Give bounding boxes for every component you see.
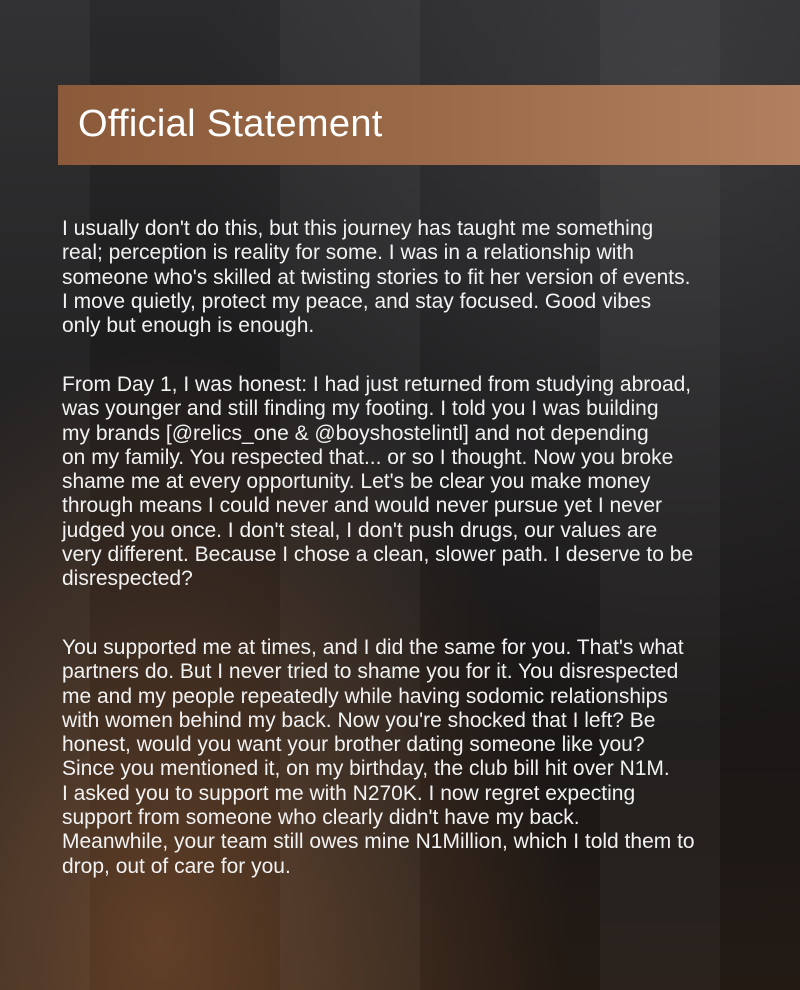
statement-line: I move quietly, protect my peace, and stay focused. Good vibes bbox=[62, 289, 652, 313]
statement-line: on my family. You respected that... or so I thought. Now you broke bbox=[62, 445, 674, 469]
statement-line: shame me at every opportunity. Let's be clear you make money bbox=[62, 470, 651, 494]
statement-line: I usually don't do this, but this journey has taught me something bbox=[62, 217, 654, 240]
statement-line: my brands [@relics_one & @boyshostelintl] and not depending bbox=[62, 421, 649, 445]
statement-line: only but enough is enough. bbox=[62, 314, 315, 338]
statement-line: very different. Because I chose a clean, slower path. I deserve to be bbox=[62, 543, 694, 567]
page-title: Official Statement bbox=[78, 103, 383, 145]
statement-line: honest, would you want your brother dating someone like you? bbox=[62, 733, 645, 757]
statement-line: You supported me at times, and I did the same for you. That's what bbox=[62, 636, 684, 659]
statement-line: Since you mentioned it, on my birthday, the club bill hit over N1M. bbox=[62, 757, 670, 781]
title-banner bbox=[58, 85, 800, 165]
statement-line: through means I could never and would never pursue yet I never bbox=[62, 494, 663, 518]
statement-line: support from someone who clearly didn't have my back. bbox=[62, 806, 580, 830]
statement-line: someone who's skilled at twisting stories to fit her version of events. bbox=[62, 265, 691, 289]
statement-line: me and my people repeatedly while having sodomic relationships bbox=[62, 684, 668, 708]
statement-line: with women behind my back. Now you're shocked that I left? Be bbox=[62, 708, 656, 732]
statement-line: disrespected? bbox=[62, 567, 193, 591]
statement-line: real; perception is reality for some. I was in a relationship with bbox=[62, 241, 634, 265]
statement-paragraph bbox=[62, 217, 690, 338]
statement-line: drop, out of care for you. bbox=[62, 854, 291, 878]
statement-paragraph bbox=[62, 636, 695, 879]
statement-line: partners do. But I never tried to shame you for it. You disrespected bbox=[62, 660, 679, 684]
statement-paragraph bbox=[62, 373, 693, 592]
statement-line: I asked you to support me with N270K. I now regret expecting bbox=[62, 781, 636, 805]
statement-line: was younger and still finding my footing. I told you I was building bbox=[62, 397, 659, 421]
statement-line: Meanwhile, your team still owes mine N1Million, which I told them to bbox=[62, 830, 695, 854]
statement-line: From Day 1, I was honest: I had just returned from studying abroad, bbox=[62, 373, 692, 396]
statement-line: judged you once. I don't steal, I don't push drugs, our values are bbox=[62, 518, 658, 542]
